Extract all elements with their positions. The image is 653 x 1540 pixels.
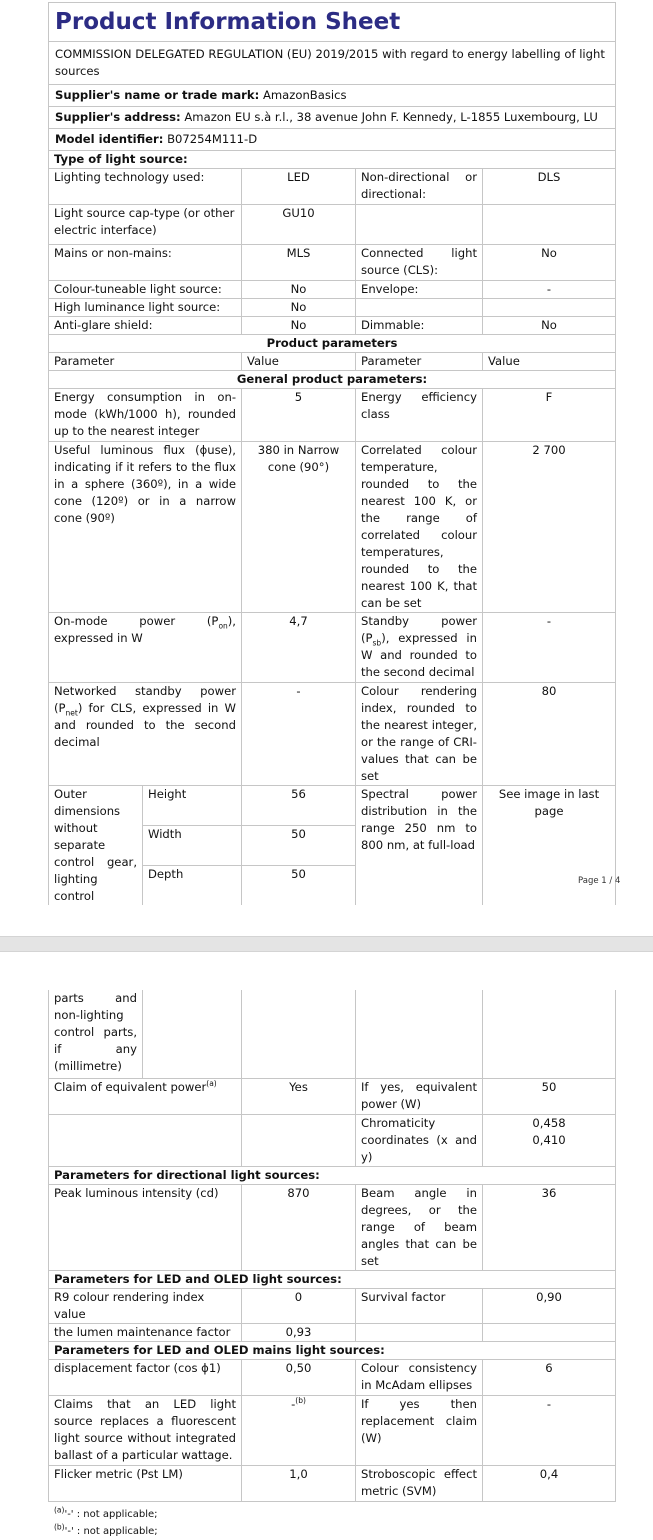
cap-label: Light source cap-type (or other electric interface) <box>49 205 242 245</box>
tech-value: LED <box>242 169 356 205</box>
colour-temperature-label: Correlated colour temperature, rounded to the nearest 100 K, or the range of correlated colour temperatures, rounded to the nearest 100 K, that can be set <box>356 442 483 613</box>
colour-consistency-value: 6 <box>483 1359 616 1395</box>
empty-cell <box>242 990 356 1078</box>
fluorescent-claim-value: -$^{(b)}$ <box>242 1395 356 1465</box>
fluorescent-claim-label: Claims that an LED light source replaces a fluorescent light source without integrated ballast of a particular wattage. <box>49 1395 242 1465</box>
equivalent-power-label: If yes, equivalent power (W) <box>356 1078 483 1114</box>
energy-consumption-label: Energy consumption in on-mode (kWh/1000 h), rounded up to the nearest integer <box>49 389 242 442</box>
product-params-heading: Product parameters <box>49 335 616 353</box>
col-header-value: Value <box>242 353 356 371</box>
standby-power-label: Standby power $(P_{sb})$, expressed in W and rounded to the second decimal <box>356 613 483 683</box>
equivalent-power-claim-value: Yes <box>242 1078 356 1114</box>
equivalent-power-value: 50 <box>483 1078 616 1114</box>
footnotes <box>48 1502 615 1540</box>
energy-class-label: Energy efficiency class <box>356 389 483 442</box>
anti-glare-label: Anti-glare shield: <box>49 317 242 335</box>
footnote-b: $^{(b)}$'-' : not applicable; <box>54 1522 158 1537</box>
on-mode-power-value: 4,7 <box>242 613 356 683</box>
header-table <box>48 2 616 151</box>
flicker-label: Flicker metric (Pst LM) <box>49 1465 242 1501</box>
dimmable-value: No <box>483 317 616 335</box>
supplier-address-value: Amazon EU s.à r.l., 38 avenue John F. Kennedy, L-1855 Luxembourg, LU <box>184 110 598 124</box>
empty-cell <box>483 299 616 317</box>
mains-value: MLS <box>242 245 356 281</box>
envelope-label: Envelope: <box>356 281 483 299</box>
equivalent-power-claim-label: Claim of equivalent power$^{(a)}$ <box>49 1078 242 1114</box>
chromaticity-label: Chromaticity coordinates (x and y) <box>356 1114 483 1166</box>
luminous-flux-label: Useful luminous flux (ϕuse), indicating if it refers to the flux in a sphere (360º), in a wide cone (120º) or in a narrow cone (90º) <box>49 442 242 613</box>
displacement-factor-value: 0,50 <box>242 1359 356 1395</box>
led-heading: Parameters for LED and OLED light sources: <box>49 1270 616 1288</box>
lumen-maintenance-value: 0,93 <box>242 1323 356 1341</box>
directional-value: DLS <box>483 169 616 205</box>
stroboscopic-value: 0,4 <box>483 1465 616 1501</box>
colour-rendering-value: 80 <box>483 683 616 786</box>
replacement-claim-value: - <box>483 1395 616 1465</box>
model-label: Model identifier: <box>55 132 164 146</box>
footnote-a: $^{(a)}$'-' : not applicable; <box>54 1505 158 1520</box>
sheet-page-2 <box>48 990 615 1540</box>
supplier-address-row <box>49 107 616 129</box>
survival-factor-label: Survival factor <box>356 1288 483 1323</box>
stroboscopic-label: Stroboscopic effect metric (SVM) <box>356 1465 483 1501</box>
outer-dimensions-label-cont: parts and non-lighting control parts, if any (millimetre) <box>49 990 143 1078</box>
supplier-name-row <box>49 85 616 107</box>
high-luminance-label: High luminance light source: <box>49 299 242 317</box>
col-header-value-2: Value <box>483 353 616 371</box>
led-mains-heading: Parameters for LED and OLED mains light sources: <box>49 1341 616 1359</box>
networked-standby-label: Networked standby power $(P_{net})$ for CLS, expressed in W and rounded to the second decimal <box>49 683 242 786</box>
model-value: B07254M111-D <box>167 132 258 146</box>
empty-cell <box>483 990 616 1078</box>
peak-intensity-label: Peak luminous intensity (cd) <box>49 1184 242 1270</box>
type-heading: Type of light source: <box>49 151 616 169</box>
main-table <box>48 150 616 905</box>
depth-label: Depth <box>143 865 242 905</box>
on-mode-power-label: On-mode power $(P_{on})$, expressed in W <box>49 613 242 683</box>
general-heading: General product parameters: <box>49 371 616 389</box>
empty-cell <box>483 1323 616 1341</box>
height-value: 56 <box>242 786 356 826</box>
sheet-page-1 <box>48 2 615 905</box>
empty-cell <box>143 990 242 1078</box>
beam-angle-label: Beam angle in degrees, or the range of beam angles that can be set <box>356 1184 483 1270</box>
directional-heading: Parameters for directional light sources: <box>49 1166 616 1184</box>
chromaticity-value <box>483 1114 616 1166</box>
r9-value: 0 <box>242 1288 356 1323</box>
anti-glare-value: No <box>242 317 356 335</box>
energy-class-value: F <box>483 389 616 442</box>
dimmable-label: Dimmable: <box>356 317 483 335</box>
lumen-maintenance-label: the lumen maintenance factor <box>49 1323 242 1341</box>
supplier-address-label: Supplier's address: <box>55 110 181 124</box>
energy-consumption-value: 5 <box>242 389 356 442</box>
supplier-name-value: AmazonBasics <box>262 88 347 102</box>
spectral-distribution-value: See image in last page <box>483 786 616 906</box>
page-separator <box>0 936 653 952</box>
survival-factor-value: 0,90 <box>483 1288 616 1323</box>
model-row <box>49 129 616 151</box>
width-value: 50 <box>242 825 356 865</box>
empty-cell <box>356 205 483 245</box>
col-header-parameter: Parameter <box>49 353 242 371</box>
networked-standby-value: - <box>242 683 356 786</box>
chromaticity-x: 0,458 <box>532 1115 566 1130</box>
colour-temperature-value: 2 700 <box>483 442 616 613</box>
empty-cell <box>483 205 616 245</box>
envelope-value: - <box>483 281 616 299</box>
cls-value: No <box>483 245 616 281</box>
mains-label: Mains or non-mains: <box>49 245 242 281</box>
r9-label: R9 colour rendering index value <box>49 1288 242 1323</box>
page-number: Page 1 / 4 <box>578 876 621 886</box>
spectral-distribution-label: Spectral power distribution in the range 250 nm to 800 nm, at full-load <box>356 786 483 906</box>
colour-tuneable-value: No <box>242 281 356 299</box>
chromaticity-y: 0,410 <box>532 1132 566 1147</box>
colour-tuneable-label: Colour-tuneable light source: <box>49 281 242 299</box>
supplier-name-label: Supplier's name or trade mark: <box>55 88 260 102</box>
empty-cell <box>356 1323 483 1341</box>
colour-rendering-label: Colour rendering index, rounded to the nearest integer, or the range of CRI-values that can be set <box>356 683 483 786</box>
replacement-claim-label: If yes then replacement claim (W) <box>356 1395 483 1465</box>
continued-table <box>48 990 616 1502</box>
empty-cell <box>356 990 483 1078</box>
empty-cell <box>49 1114 242 1166</box>
depth-value: 50 <box>242 865 356 905</box>
flicker-value: 1,0 <box>242 1465 356 1501</box>
high-luminance-value: No <box>242 299 356 317</box>
displacement-factor-label: displacement factor (cos ϕ1) <box>49 1359 242 1395</box>
col-header-parameter-2: Parameter <box>356 353 483 371</box>
tech-label: Lighting technology used: <box>49 169 242 205</box>
cap-value: GU10 <box>242 205 356 245</box>
height-label: Height <box>143 786 242 826</box>
beam-angle-value: 36 <box>483 1184 616 1270</box>
luminous-flux-value: 380 in Narrow cone (90°) <box>242 442 356 613</box>
outer-dimensions-label: Outer dimensions without separate control gear, lighting control <box>49 786 143 906</box>
peak-intensity-value: 870 <box>242 1184 356 1270</box>
empty-cell <box>356 299 483 317</box>
width-label: Width <box>143 825 242 865</box>
directional-label: Non-directional or directional: <box>356 169 483 205</box>
colour-consistency-label: Colour consistency in McAdam ellipses <box>356 1359 483 1395</box>
empty-cell <box>242 1114 356 1166</box>
standby-power-value: - <box>483 613 616 683</box>
cls-label: Connected light source (CLS): <box>356 245 483 281</box>
page-title: Product Information Sheet <box>49 3 616 42</box>
regulation-text: COMMISSION DELEGATED REGULATION (EU) 2019/2015 with regard to energy labelling of light sources <box>49 42 616 85</box>
